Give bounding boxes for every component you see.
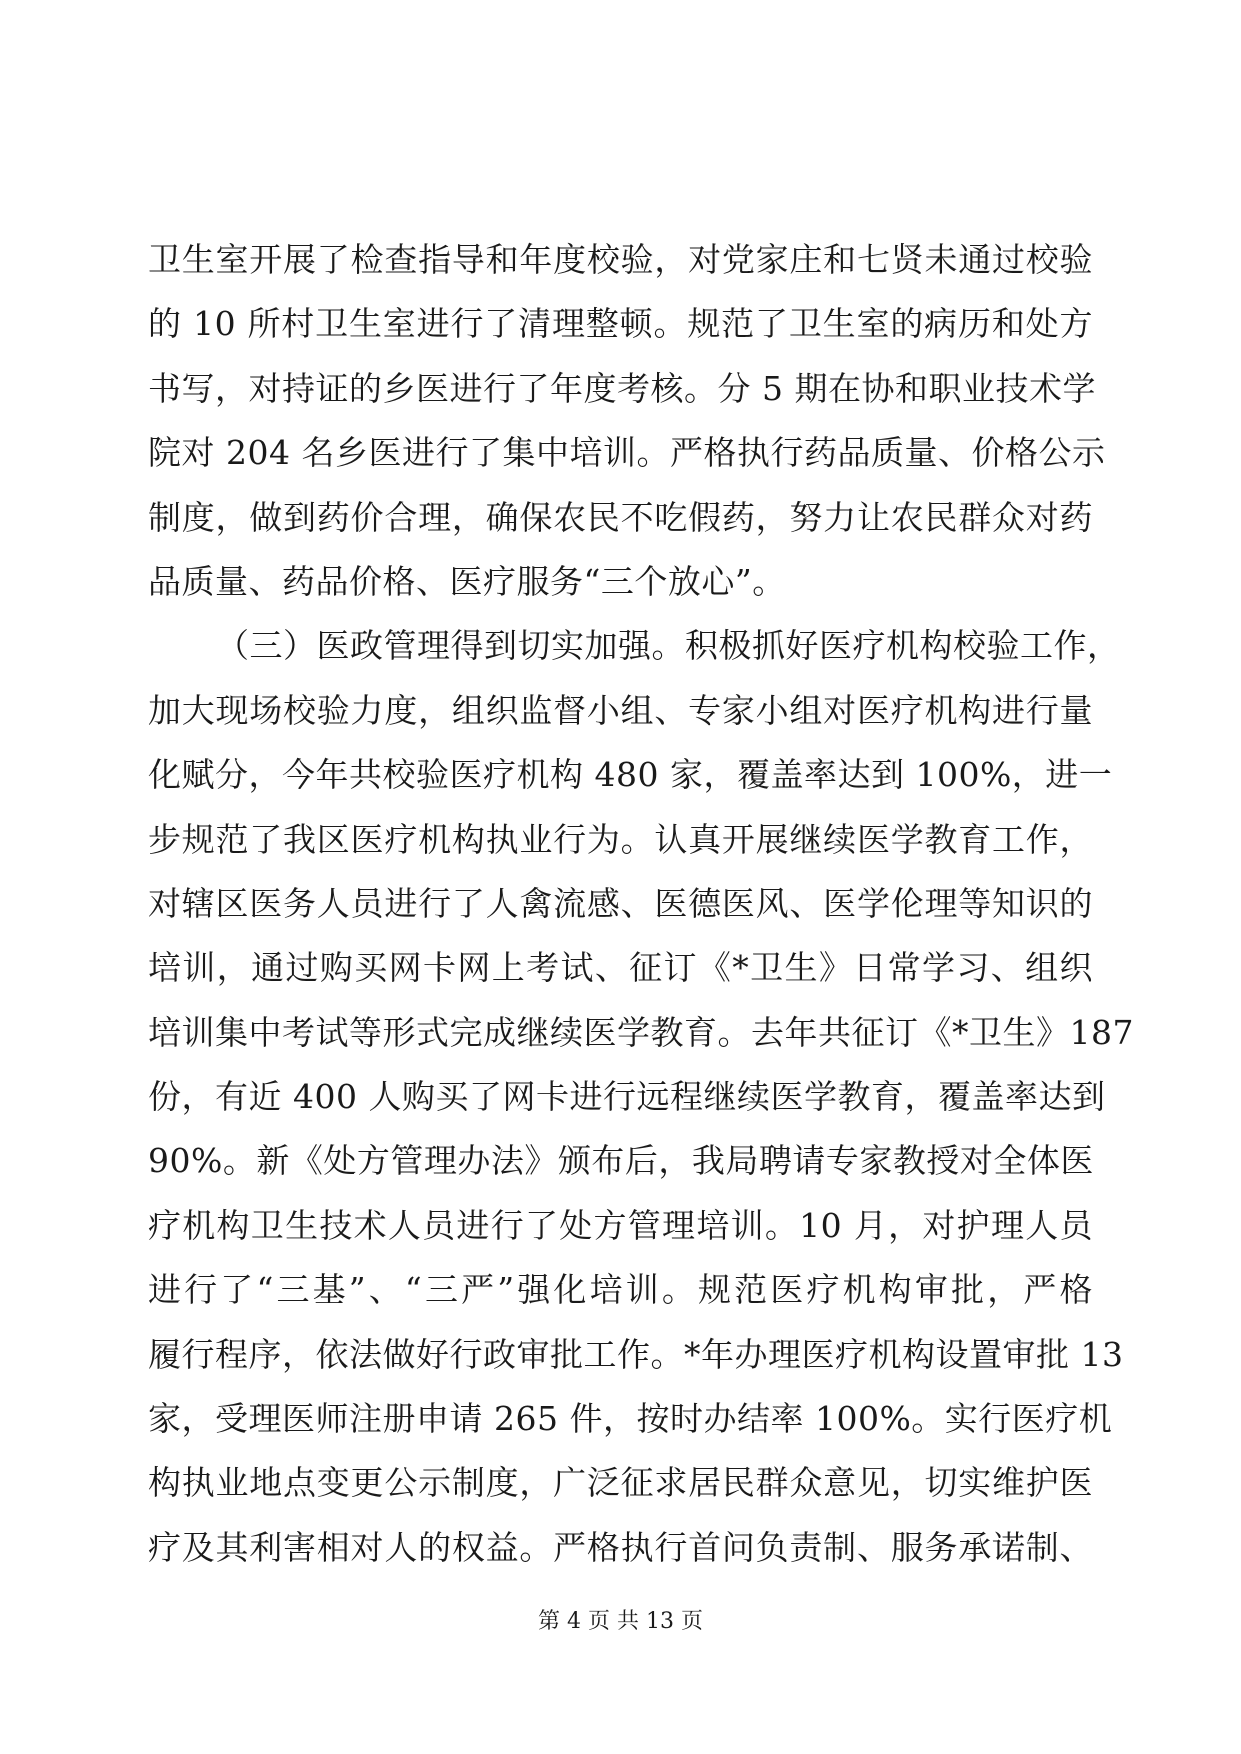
text-line: 90%。新《处方管理办法》颁布后，我局聘请专家教授对全体医 xyxy=(148,1141,1094,1181)
text-line: 对辖区医务人员进行了人禽流感、医德医风、医学伦理等知识的 xyxy=(148,883,1093,923)
text-line: 书写，对持证的乡医进行了年度考核。分 5 期在协和职业技术学 xyxy=(148,368,1096,408)
text-line: 家，受理医师注册申请 265 件，按时办结率 100%。实行医疗机 xyxy=(148,1399,1113,1439)
text-line: 培训集中考试等形式完成继续医学教育。去年共征订《*卫生》187 xyxy=(148,1012,1134,1052)
text-line: 疗及其利害相对人的权益。严格执行首问负责制、服务承诺制、 xyxy=(148,1527,1093,1567)
text-line: 品质量、药品价格、医疗服务“三个放心”。 xyxy=(148,561,786,601)
text-line: 卫生室开展了检查指导和年度校验，对党家庄和七贤未通过校验 xyxy=(148,240,1093,279)
section-heading-line: （三）医政管理得到切实加强。积极抓好医疗机构校验工作， xyxy=(216,626,1121,666)
text-line: 疗机构卫生技术人员进行了处方管理培训。10 月，对护理人员 xyxy=(148,1205,1093,1245)
text-line: 履行程序，依法做好行政审批工作。*年办理医疗机构设置审批 13 xyxy=(148,1334,1124,1374)
text-line: 化赋分，今年共校验医疗机构 480 家，覆盖率达到 100%，进一 xyxy=(148,755,1113,795)
page-number-footer: 第 4 页 共 13 页 xyxy=(538,1609,703,1634)
text-line: 步规范了我区医疗机构执业行为。认真开展继续医学教育工作， xyxy=(148,819,1093,859)
text-line: 进行了“三基”、“三严”强化培训。规范医疗机构审批，严格 xyxy=(148,1270,1093,1310)
text-line: 份，有近 400 人购买了网卡进行远程继续医学教育，覆盖率达到 xyxy=(148,1077,1106,1117)
text-line: 制度，做到药价合理，确保农民不吃假药，努力让农民群众对药 xyxy=(148,497,1093,537)
text-line: 加大现场校验力度，组织监督小组、专家小组对医疗机构进行量 xyxy=(148,690,1093,730)
body-text xyxy=(148,228,1134,1580)
text-line: 的 10 所村卫生室进行了清理整顿。规范了卫生室的病历和处方 xyxy=(148,304,1093,344)
text-line: 构执业地点变更公示制度，广泛征求居民群众意见，切实维护医 xyxy=(148,1463,1093,1503)
text-line: 院对 204 名乡医进行了集中培训。严格执行药品质量、价格公示 xyxy=(148,433,1106,473)
text-line: 培训，通过购买网卡网上考试、征订《*卫生》日常学习、组织 xyxy=(148,948,1093,988)
